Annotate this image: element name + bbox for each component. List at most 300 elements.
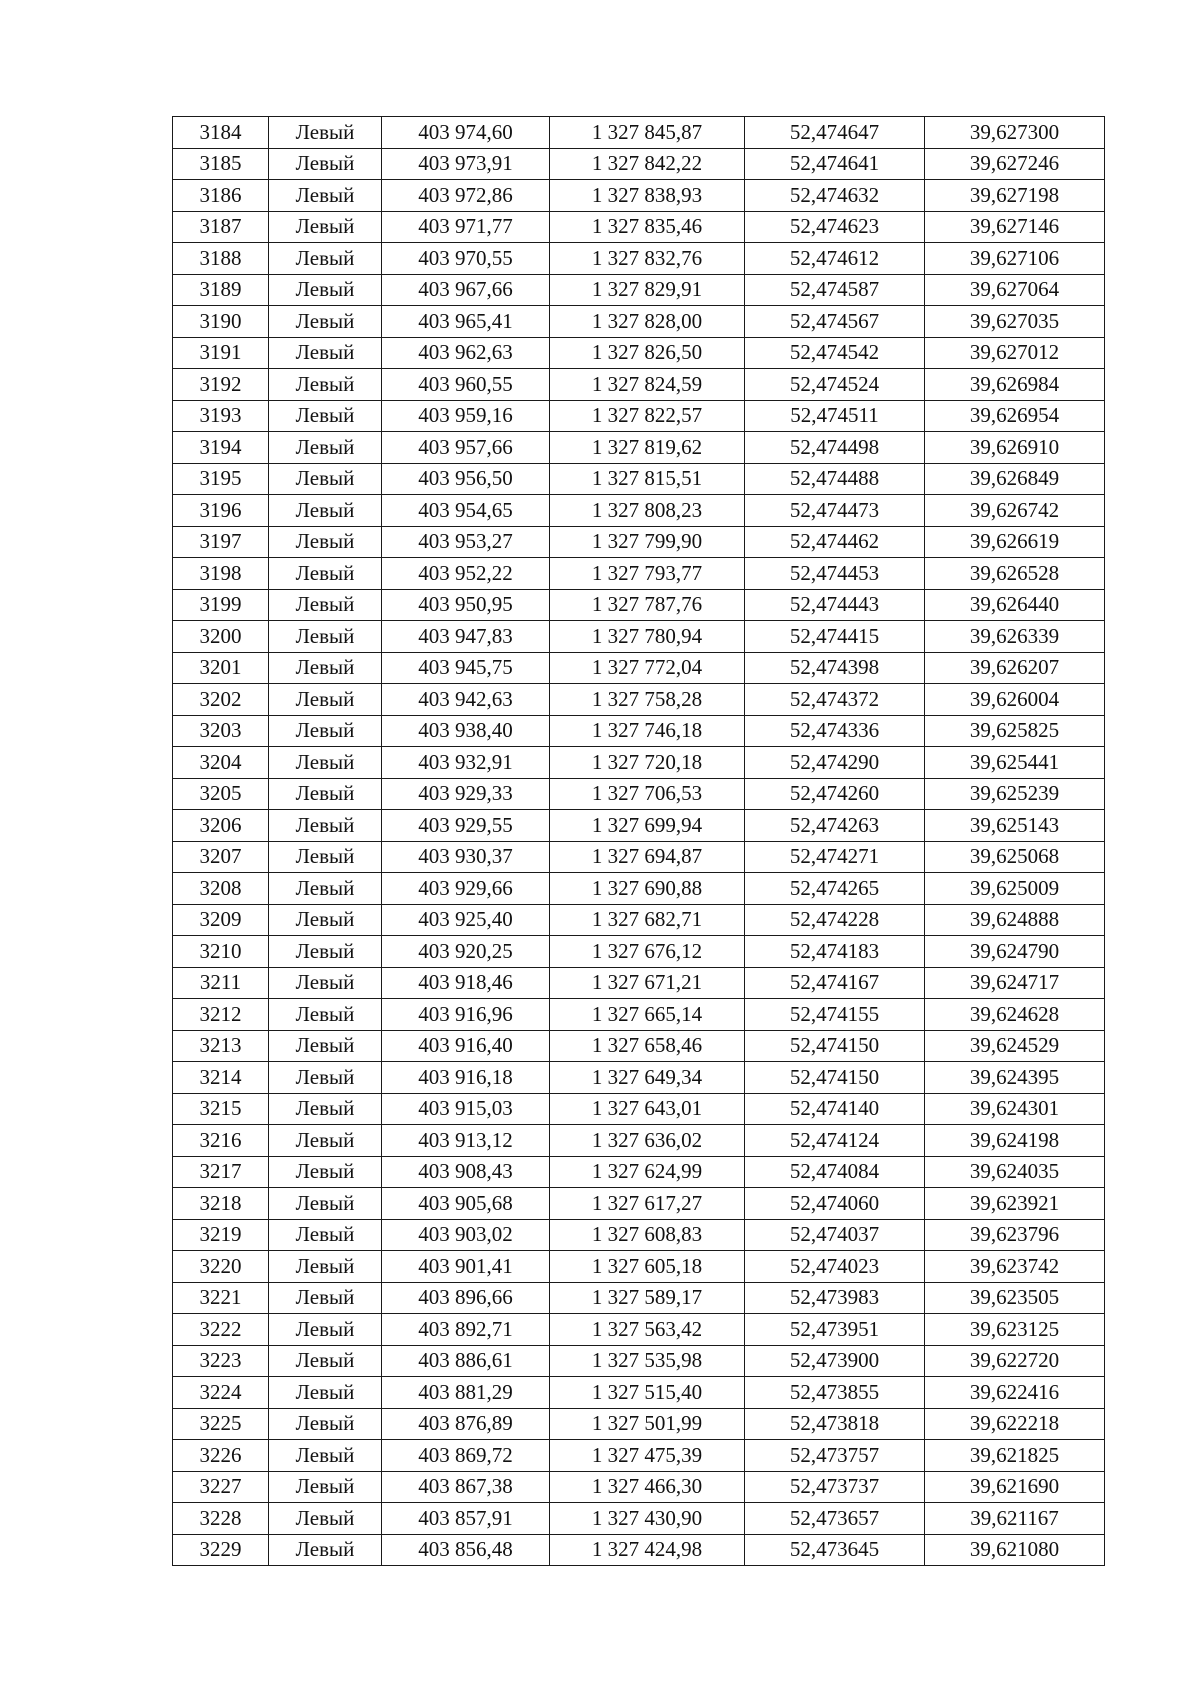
- y-coordinate-cell: 1 327 665,14: [550, 999, 745, 1031]
- latitude-cell: 52,474632: [745, 180, 925, 212]
- side-cell: Левый: [269, 1125, 382, 1157]
- side-cell: Левый: [269, 904, 382, 936]
- longitude-cell: 39,627246: [925, 148, 1105, 180]
- side-cell: Левый: [269, 1030, 382, 1062]
- latitude-cell: 52,474260: [745, 778, 925, 810]
- side-cell: Левый: [269, 1251, 382, 1283]
- longitude-cell: 39,625441: [925, 747, 1105, 779]
- longitude-cell: 39,624301: [925, 1093, 1105, 1125]
- table-row: [173, 1534, 1105, 1566]
- y-coordinate-cell: 1 327 424,98: [550, 1534, 745, 1566]
- latitude-cell: 52,474511: [745, 400, 925, 432]
- longitude-cell: 39,625825: [925, 715, 1105, 747]
- side-cell: Левый: [269, 621, 382, 653]
- latitude-cell: 52,474167: [745, 967, 925, 999]
- y-coordinate-cell: 1 327 772,04: [550, 652, 745, 684]
- table-row: [173, 1345, 1105, 1377]
- point-number-cell: 3195: [173, 463, 269, 495]
- side-cell: Левый: [269, 810, 382, 842]
- longitude-cell: 39,627035: [925, 306, 1105, 338]
- table-row: [173, 621, 1105, 653]
- x-coordinate-cell: 403 876,89: [382, 1408, 550, 1440]
- longitude-cell: 39,622416: [925, 1377, 1105, 1409]
- point-number-cell: 3203: [173, 715, 269, 747]
- latitude-cell: 52,474150: [745, 1030, 925, 1062]
- latitude-cell: 52,474415: [745, 621, 925, 653]
- y-coordinate-cell: 1 327 699,94: [550, 810, 745, 842]
- table-row: [173, 1440, 1105, 1472]
- side-cell: Левый: [269, 841, 382, 873]
- y-coordinate-cell: 1 327 608,83: [550, 1219, 745, 1251]
- latitude-cell: 52,473983: [745, 1282, 925, 1314]
- latitude-cell: 52,474398: [745, 652, 925, 684]
- point-number-cell: 3222: [173, 1314, 269, 1346]
- side-cell: Левый: [269, 1408, 382, 1440]
- side-cell: Левый: [269, 117, 382, 149]
- latitude-cell: 52,474124: [745, 1125, 925, 1157]
- side-cell: Левый: [269, 652, 382, 684]
- point-number-cell: 3215: [173, 1093, 269, 1125]
- latitude-cell: 52,474641: [745, 148, 925, 180]
- table-row: [173, 1219, 1105, 1251]
- longitude-cell: 39,625068: [925, 841, 1105, 873]
- latitude-cell: 52,474567: [745, 306, 925, 338]
- latitude-cell: 52,474084: [745, 1156, 925, 1188]
- latitude-cell: 52,474372: [745, 684, 925, 716]
- coordinates-table: [172, 116, 1105, 1566]
- x-coordinate-cell: 403 971,77: [382, 211, 550, 243]
- side-cell: Левый: [269, 1188, 382, 1220]
- longitude-cell: 39,623921: [925, 1188, 1105, 1220]
- side-cell: Левый: [269, 747, 382, 779]
- table-row: [173, 967, 1105, 999]
- side-cell: Левый: [269, 243, 382, 275]
- latitude-cell: 52,474271: [745, 841, 925, 873]
- x-coordinate-cell: 403 932,91: [382, 747, 550, 779]
- side-cell: Левый: [269, 180, 382, 212]
- point-number-cell: 3217: [173, 1156, 269, 1188]
- x-coordinate-cell: 403 918,46: [382, 967, 550, 999]
- x-coordinate-cell: 403 952,22: [382, 558, 550, 590]
- x-coordinate-cell: 403 956,50: [382, 463, 550, 495]
- point-number-cell: 3204: [173, 747, 269, 779]
- point-number-cell: 3224: [173, 1377, 269, 1409]
- point-number-cell: 3196: [173, 495, 269, 527]
- longitude-cell: 39,624395: [925, 1062, 1105, 1094]
- table-row: [173, 778, 1105, 810]
- side-cell: Левый: [269, 495, 382, 527]
- y-coordinate-cell: 1 327 658,46: [550, 1030, 745, 1062]
- y-coordinate-cell: 1 327 815,51: [550, 463, 745, 495]
- table-row: [173, 1377, 1105, 1409]
- longitude-cell: 39,624529: [925, 1030, 1105, 1062]
- point-number-cell: 3214: [173, 1062, 269, 1094]
- y-coordinate-cell: 1 327 649,34: [550, 1062, 745, 1094]
- side-cell: Левый: [269, 1471, 382, 1503]
- table-row: [173, 715, 1105, 747]
- table-row: [173, 463, 1105, 495]
- point-number-cell: 3229: [173, 1534, 269, 1566]
- x-coordinate-cell: 403 929,55: [382, 810, 550, 842]
- x-coordinate-cell: 403 957,66: [382, 432, 550, 464]
- side-cell: Левый: [269, 715, 382, 747]
- y-coordinate-cell: 1 327 430,90: [550, 1503, 745, 1535]
- x-coordinate-cell: 403 953,27: [382, 526, 550, 558]
- latitude-cell: 52,474228: [745, 904, 925, 936]
- x-coordinate-cell: 403 930,37: [382, 841, 550, 873]
- side-cell: Левый: [269, 1093, 382, 1125]
- table-row: [173, 400, 1105, 432]
- longitude-cell: 39,623505: [925, 1282, 1105, 1314]
- point-number-cell: 3221: [173, 1282, 269, 1314]
- table-row: [173, 1188, 1105, 1220]
- side-cell: Левый: [269, 211, 382, 243]
- latitude-cell: 52,474524: [745, 369, 925, 401]
- x-coordinate-cell: 403 960,55: [382, 369, 550, 401]
- table-row: [173, 180, 1105, 212]
- point-number-cell: 3210: [173, 936, 269, 968]
- x-coordinate-cell: 403 857,91: [382, 1503, 550, 1535]
- x-coordinate-cell: 403 929,33: [382, 778, 550, 810]
- x-coordinate-cell: 403 973,91: [382, 148, 550, 180]
- point-number-cell: 3213: [173, 1030, 269, 1062]
- y-coordinate-cell: 1 327 842,22: [550, 148, 745, 180]
- x-coordinate-cell: 403 947,83: [382, 621, 550, 653]
- longitude-cell: 39,627106: [925, 243, 1105, 275]
- x-coordinate-cell: 403 967,66: [382, 274, 550, 306]
- x-coordinate-cell: 403 913,12: [382, 1125, 550, 1157]
- y-coordinate-cell: 1 327 746,18: [550, 715, 745, 747]
- table-row: [173, 841, 1105, 873]
- x-coordinate-cell: 403 916,96: [382, 999, 550, 1031]
- latitude-cell: 52,473818: [745, 1408, 925, 1440]
- table-row: [173, 526, 1105, 558]
- longitude-cell: 39,627198: [925, 180, 1105, 212]
- table-row: [173, 1030, 1105, 1062]
- y-coordinate-cell: 1 327 832,76: [550, 243, 745, 275]
- longitude-cell: 39,626954: [925, 400, 1105, 432]
- side-cell: Левый: [269, 967, 382, 999]
- point-number-cell: 3191: [173, 337, 269, 369]
- longitude-cell: 39,622720: [925, 1345, 1105, 1377]
- y-coordinate-cell: 1 327 690,88: [550, 873, 745, 905]
- table-row: [173, 148, 1105, 180]
- y-coordinate-cell: 1 327 535,98: [550, 1345, 745, 1377]
- point-number-cell: 3188: [173, 243, 269, 275]
- longitude-cell: 39,626984: [925, 369, 1105, 401]
- latitude-cell: 52,474023: [745, 1251, 925, 1283]
- latitude-cell: 52,474462: [745, 526, 925, 558]
- point-number-cell: 3198: [173, 558, 269, 590]
- point-number-cell: 3200: [173, 621, 269, 653]
- longitude-cell: 39,626440: [925, 589, 1105, 621]
- latitude-cell: 52,474336: [745, 715, 925, 747]
- x-coordinate-cell: 403 938,40: [382, 715, 550, 747]
- latitude-cell: 52,473951: [745, 1314, 925, 1346]
- side-cell: Левый: [269, 999, 382, 1031]
- table-row: [173, 1156, 1105, 1188]
- y-coordinate-cell: 1 327 824,59: [550, 369, 745, 401]
- table-row: [173, 369, 1105, 401]
- longitude-cell: 39,624628: [925, 999, 1105, 1031]
- y-coordinate-cell: 1 327 617,27: [550, 1188, 745, 1220]
- longitude-cell: 39,626849: [925, 463, 1105, 495]
- point-number-cell: 3228: [173, 1503, 269, 1535]
- latitude-cell: 52,474140: [745, 1093, 925, 1125]
- y-coordinate-cell: 1 327 466,30: [550, 1471, 745, 1503]
- point-number-cell: 3189: [173, 274, 269, 306]
- side-cell: Левый: [269, 936, 382, 968]
- side-cell: Левый: [269, 526, 382, 558]
- y-coordinate-cell: 1 327 845,87: [550, 117, 745, 149]
- y-coordinate-cell: 1 327 826,50: [550, 337, 745, 369]
- longitude-cell: 39,627012: [925, 337, 1105, 369]
- longitude-cell: 39,627146: [925, 211, 1105, 243]
- longitude-cell: 39,621080: [925, 1534, 1105, 1566]
- longitude-cell: 39,624035: [925, 1156, 1105, 1188]
- point-number-cell: 3226: [173, 1440, 269, 1472]
- side-cell: Левый: [269, 1282, 382, 1314]
- latitude-cell: 52,473900: [745, 1345, 925, 1377]
- point-number-cell: 3206: [173, 810, 269, 842]
- side-cell: Левый: [269, 1503, 382, 1535]
- longitude-cell: 39,624888: [925, 904, 1105, 936]
- latitude-cell: 52,474542: [745, 337, 925, 369]
- side-cell: Левый: [269, 1440, 382, 1472]
- y-coordinate-cell: 1 327 808,23: [550, 495, 745, 527]
- point-number-cell: 3190: [173, 306, 269, 338]
- table-row: [173, 558, 1105, 590]
- latitude-cell: 52,474443: [745, 589, 925, 621]
- side-cell: Левый: [269, 873, 382, 905]
- table-row: [173, 1314, 1105, 1346]
- x-coordinate-cell: 403 856,48: [382, 1534, 550, 1566]
- latitude-cell: 52,474265: [745, 873, 925, 905]
- point-number-cell: 3205: [173, 778, 269, 810]
- x-coordinate-cell: 403 972,86: [382, 180, 550, 212]
- y-coordinate-cell: 1 327 682,71: [550, 904, 745, 936]
- latitude-cell: 52,474183: [745, 936, 925, 968]
- x-coordinate-cell: 403 974,60: [382, 117, 550, 149]
- y-coordinate-cell: 1 327 589,17: [550, 1282, 745, 1314]
- longitude-cell: 39,626004: [925, 684, 1105, 716]
- longitude-cell: 39,626207: [925, 652, 1105, 684]
- table-row: [173, 1251, 1105, 1283]
- y-coordinate-cell: 1 327 819,62: [550, 432, 745, 464]
- y-coordinate-cell: 1 327 706,53: [550, 778, 745, 810]
- y-coordinate-cell: 1 327 605,18: [550, 1251, 745, 1283]
- side-cell: Левый: [269, 337, 382, 369]
- table-row: [173, 211, 1105, 243]
- longitude-cell: 39,626742: [925, 495, 1105, 527]
- table-row: [173, 1282, 1105, 1314]
- x-coordinate-cell: 403 942,63: [382, 684, 550, 716]
- point-number-cell: 3197: [173, 526, 269, 558]
- table-row: [173, 117, 1105, 149]
- side-cell: Левый: [269, 1377, 382, 1409]
- point-number-cell: 3218: [173, 1188, 269, 1220]
- longitude-cell: 39,626619: [925, 526, 1105, 558]
- table-row: [173, 873, 1105, 905]
- y-coordinate-cell: 1 327 501,99: [550, 1408, 745, 1440]
- table-row: [173, 1408, 1105, 1440]
- table-row: [173, 1471, 1105, 1503]
- longitude-cell: 39,621167: [925, 1503, 1105, 1535]
- point-number-cell: 3212: [173, 999, 269, 1031]
- y-coordinate-cell: 1 327 563,42: [550, 1314, 745, 1346]
- longitude-cell: 39,627064: [925, 274, 1105, 306]
- table-row: [173, 243, 1105, 275]
- point-number-cell: 3225: [173, 1408, 269, 1440]
- table-row: [173, 936, 1105, 968]
- point-number-cell: 3192: [173, 369, 269, 401]
- latitude-cell: 52,473737: [745, 1471, 925, 1503]
- longitude-cell: 39,625239: [925, 778, 1105, 810]
- x-coordinate-cell: 403 954,65: [382, 495, 550, 527]
- table-row: [173, 589, 1105, 621]
- side-cell: Левый: [269, 558, 382, 590]
- y-coordinate-cell: 1 327 636,02: [550, 1125, 745, 1157]
- side-cell: Левый: [269, 148, 382, 180]
- point-number-cell: 3209: [173, 904, 269, 936]
- x-coordinate-cell: 403 881,29: [382, 1377, 550, 1409]
- latitude-cell: 52,474473: [745, 495, 925, 527]
- y-coordinate-cell: 1 327 787,76: [550, 589, 745, 621]
- side-cell: Левый: [269, 1219, 382, 1251]
- side-cell: Левый: [269, 463, 382, 495]
- longitude-cell: 39,625009: [925, 873, 1105, 905]
- x-coordinate-cell: 403 925,40: [382, 904, 550, 936]
- y-coordinate-cell: 1 327 475,39: [550, 1440, 745, 1472]
- longitude-cell: 39,623125: [925, 1314, 1105, 1346]
- table-row: [173, 747, 1105, 779]
- latitude-cell: 52,474488: [745, 463, 925, 495]
- x-coordinate-cell: 403 886,61: [382, 1345, 550, 1377]
- table-row: [173, 904, 1105, 936]
- side-cell: Левый: [269, 1534, 382, 1566]
- longitude-cell: 39,624198: [925, 1125, 1105, 1157]
- longitude-cell: 39,626528: [925, 558, 1105, 590]
- latitude-cell: 52,474623: [745, 211, 925, 243]
- latitude-cell: 52,473645: [745, 1534, 925, 1566]
- x-coordinate-cell: 403 950,95: [382, 589, 550, 621]
- point-number-cell: 3194: [173, 432, 269, 464]
- y-coordinate-cell: 1 327 758,28: [550, 684, 745, 716]
- side-cell: Левый: [269, 369, 382, 401]
- side-cell: Левый: [269, 306, 382, 338]
- table-row: [173, 274, 1105, 306]
- x-coordinate-cell: 403 920,25: [382, 936, 550, 968]
- x-coordinate-cell: 403 867,38: [382, 1471, 550, 1503]
- x-coordinate-cell: 403 892,71: [382, 1314, 550, 1346]
- table-row: [173, 1125, 1105, 1157]
- point-number-cell: 3223: [173, 1345, 269, 1377]
- x-coordinate-cell: 403 959,16: [382, 400, 550, 432]
- y-coordinate-cell: 1 327 835,46: [550, 211, 745, 243]
- point-number-cell: 3184: [173, 117, 269, 149]
- table-row: [173, 1062, 1105, 1094]
- point-number-cell: 3199: [173, 589, 269, 621]
- table-row: [173, 432, 1105, 464]
- x-coordinate-cell: 403 915,03: [382, 1093, 550, 1125]
- latitude-cell: 52,474453: [745, 558, 925, 590]
- coordinates-table-body: [173, 117, 1105, 1566]
- latitude-cell: 52,473657: [745, 1503, 925, 1535]
- latitude-cell: 52,474587: [745, 274, 925, 306]
- y-coordinate-cell: 1 327 694,87: [550, 841, 745, 873]
- table-row: [173, 306, 1105, 338]
- y-coordinate-cell: 1 327 780,94: [550, 621, 745, 653]
- longitude-cell: 39,623742: [925, 1251, 1105, 1283]
- side-cell: Левый: [269, 432, 382, 464]
- latitude-cell: 52,474037: [745, 1219, 925, 1251]
- y-coordinate-cell: 1 327 829,91: [550, 274, 745, 306]
- table-row: [173, 652, 1105, 684]
- point-number-cell: 3201: [173, 652, 269, 684]
- point-number-cell: 3220: [173, 1251, 269, 1283]
- y-coordinate-cell: 1 327 676,12: [550, 936, 745, 968]
- table-row: [173, 999, 1105, 1031]
- table-row: [173, 337, 1105, 369]
- latitude-cell: 52,474647: [745, 117, 925, 149]
- longitude-cell: 39,622218: [925, 1408, 1105, 1440]
- x-coordinate-cell: 403 869,72: [382, 1440, 550, 1472]
- y-coordinate-cell: 1 327 838,93: [550, 180, 745, 212]
- y-coordinate-cell: 1 327 643,01: [550, 1093, 745, 1125]
- x-coordinate-cell: 403 916,18: [382, 1062, 550, 1094]
- table-row: [173, 1093, 1105, 1125]
- latitude-cell: 52,474155: [745, 999, 925, 1031]
- x-coordinate-cell: 403 945,75: [382, 652, 550, 684]
- side-cell: Левый: [269, 274, 382, 306]
- point-number-cell: 3211: [173, 967, 269, 999]
- table-row: [173, 1503, 1105, 1535]
- y-coordinate-cell: 1 327 799,90: [550, 526, 745, 558]
- side-cell: Левый: [269, 589, 382, 621]
- y-coordinate-cell: 1 327 828,00: [550, 306, 745, 338]
- table-row: [173, 495, 1105, 527]
- x-coordinate-cell: 403 896,66: [382, 1282, 550, 1314]
- longitude-cell: 39,624790: [925, 936, 1105, 968]
- latitude-cell: 52,474612: [745, 243, 925, 275]
- x-coordinate-cell: 403 903,02: [382, 1219, 550, 1251]
- longitude-cell: 39,624717: [925, 967, 1105, 999]
- longitude-cell: 39,626339: [925, 621, 1105, 653]
- x-coordinate-cell: 403 901,41: [382, 1251, 550, 1283]
- point-number-cell: 3193: [173, 400, 269, 432]
- y-coordinate-cell: 1 327 515,40: [550, 1377, 745, 1409]
- point-number-cell: 3202: [173, 684, 269, 716]
- longitude-cell: 39,626910: [925, 432, 1105, 464]
- latitude-cell: 52,474060: [745, 1188, 925, 1220]
- x-coordinate-cell: 403 916,40: [382, 1030, 550, 1062]
- y-coordinate-cell: 1 327 671,21: [550, 967, 745, 999]
- point-number-cell: 3186: [173, 180, 269, 212]
- side-cell: Левый: [269, 1156, 382, 1188]
- side-cell: Левый: [269, 1062, 382, 1094]
- longitude-cell: 39,621825: [925, 1440, 1105, 1472]
- side-cell: Левый: [269, 400, 382, 432]
- table-row: [173, 810, 1105, 842]
- latitude-cell: 52,474290: [745, 747, 925, 779]
- side-cell: Левый: [269, 1345, 382, 1377]
- side-cell: Левый: [269, 778, 382, 810]
- x-coordinate-cell: 403 905,68: [382, 1188, 550, 1220]
- y-coordinate-cell: 1 327 793,77: [550, 558, 745, 590]
- latitude-cell: 52,473757: [745, 1440, 925, 1472]
- y-coordinate-cell: 1 327 822,57: [550, 400, 745, 432]
- point-number-cell: 3185: [173, 148, 269, 180]
